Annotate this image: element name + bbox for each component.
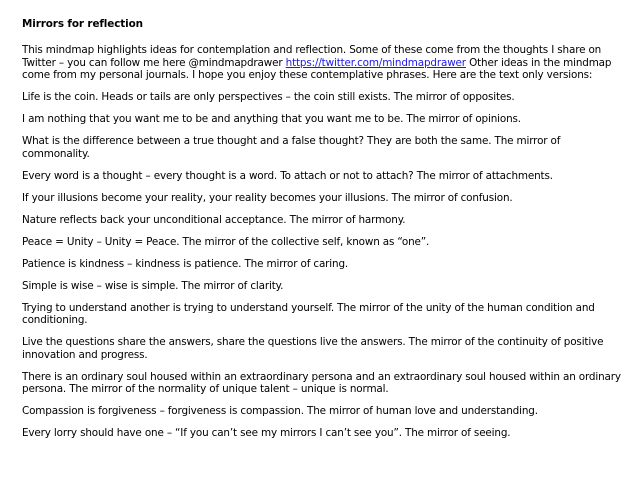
mirror-attachments: Every word is a thought – every thought is a word. To attach or not to attach? The mirror of attachments. [22,169,553,182]
intro-text-start: This mindmap highlights ideas for contemplation and reflection. Some of these come from the thoughts I share on Twitter – you can follow me here @mindmapdrawer [22,44,602,69]
mirror-unique-talent: There is an ordinary soul housed within an extraordinary persona and an extraordinary soul housed within an ordinary persona. The mirror of the normality of unique talent – unique is normal. [22,370,621,396]
mirror-human-condition: Trying to understand another is trying to understand yourself. The mirror of the unity of the human condition and conditioning. [22,301,595,327]
mirror-confusion: If your illusions become your reality, your reality becomes your illusions. The mirror of confusion. [22,191,513,204]
page-title: Mirrors for reflection [22,18,143,30]
mirror-harmony: Nature reflects back your unconditional acceptance. The mirror of harmony. [22,213,406,226]
mirror-commonality: What is the difference between a true thought and a false thought? They are both the same. The mirror of commonality. [22,135,561,160]
mirror-caring: Patience is kindness – kindness is patience. The mirror of caring. [22,257,349,270]
intro-text-end: Other ideas in the mindmap come from my personal journals. I hope you enjoy these contemplative phrases. Here are the text only versions: [22,56,612,82]
mirror-continuity: Live the questions share the answers, share the questions live the answers. The mirror of the continuity of positive innovation and progress. [22,336,604,361]
intro-paragraph [22,44,624,82]
mirror-clarity: Simple is wise – wise is simple. The mirror of clarity. [22,279,284,292]
mirror-seeing: Every lorry should have one – “If you can’t see my mirrors I can’t see you”. The mirror of seeing. [22,427,511,440]
mirror-opinions: I am nothing that you want me to be and anything that you want me to be. The mirror of opinions. [22,113,521,126]
mirror-human-love: Compassion is forgiveness – forgiveness is compassion. The mirror of human love and understanding. [22,405,538,418]
mirror-collective-self: Peace = Unity – Unity = Peace. The mirror of the collective self, known as “one”. [22,235,430,248]
mirror-opposites: Life is the coin. Heads or tails are only perspectives – the coin still exists. The mirror of opposites. [22,91,515,104]
twitter-link[interactable]: https://twitter.com/mindmapdrawer [285,56,466,69]
